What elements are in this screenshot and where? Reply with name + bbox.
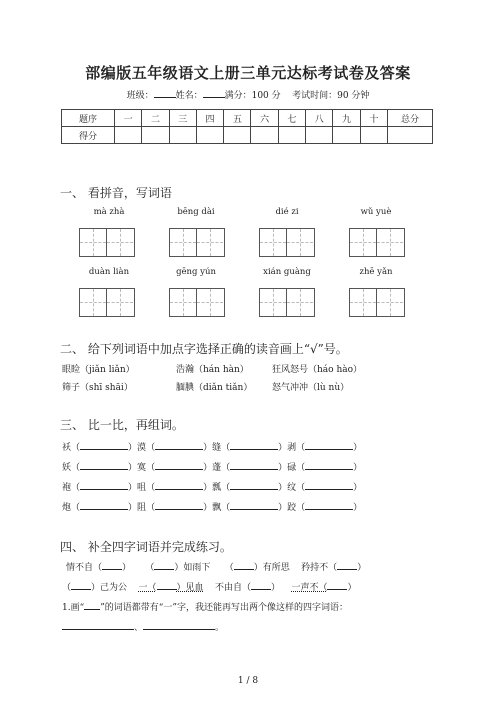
- reading-item[interactable]: 腼腆（diǎn tiǎn）: [176, 383, 253, 393]
- answer-blank[interactable]: [80, 440, 128, 450]
- header-cell: 六: [251, 110, 278, 127]
- idiom-text: 矜持不（: [301, 563, 338, 573]
- writing-grid[interactable]: [79, 288, 135, 317]
- idiom-text: ）: [122, 563, 132, 573]
- header-cell: 七: [278, 110, 305, 127]
- question-1: [62, 600, 348, 613]
- header-cell: 总分: [388, 110, 433, 127]
- idiom-blank[interactable]: [154, 560, 174, 570]
- reading-item[interactable]: 狂风怒号（háo hào）: [272, 365, 363, 375]
- class-blank: [154, 88, 176, 98]
- char: 袄: [62, 443, 72, 453]
- idiom-text: ）有所思: [253, 563, 290, 573]
- writing-grid[interactable]: [79, 228, 135, 257]
- idiom-text: （: [62, 583, 72, 593]
- idiom-text: ）: [357, 563, 367, 573]
- header-cell: 题序: [62, 110, 115, 127]
- answer-blank[interactable]: [230, 460, 278, 470]
- pinyin-label: mà zhà: [93, 207, 125, 217]
- answer-blank[interactable]: [230, 480, 278, 490]
- mark-sample: [84, 600, 100, 610]
- header-cell: 五: [224, 110, 251, 127]
- char: 纹: [287, 483, 297, 493]
- reading-item[interactable]: 眼睑（jiǎn liǎn）: [62, 365, 135, 375]
- idiom-text: 不由自（: [214, 583, 251, 593]
- answer-blank[interactable]: [80, 460, 128, 470]
- name-label: 姓名：: [175, 91, 203, 101]
- idiom-blank[interactable]: [337, 560, 357, 570]
- question-text: 1.画“: [62, 603, 85, 613]
- header-cell: 四: [196, 110, 223, 127]
- pinyin-label: bēng dài: [177, 207, 215, 217]
- period: 。: [215, 623, 225, 633]
- score-cell[interactable]: [169, 127, 196, 144]
- answer-blank[interactable]: [305, 480, 353, 490]
- answer-blank[interactable]: [305, 500, 353, 510]
- answer-blank[interactable]: [155, 480, 203, 490]
- writing-grid[interactable]: [259, 288, 315, 317]
- writing-grid[interactable]: [349, 228, 405, 257]
- answer-blank[interactable]: [80, 500, 128, 510]
- idiom-blank[interactable]: [71, 580, 91, 590]
- score-table-row: [62, 127, 433, 144]
- header-cell: 二: [142, 110, 169, 127]
- writing-grid[interactable]: [169, 288, 225, 317]
- idiom-text: ）: [270, 583, 280, 593]
- section1-heading: 一、 看拼音，写词语: [60, 186, 172, 200]
- answer-blank[interactable]: [155, 460, 203, 470]
- answer-blank[interactable]: [80, 480, 128, 490]
- idiom-text: 一声不（: [291, 583, 328, 593]
- idiom-row: [62, 580, 356, 593]
- section4-heading: 四、 补全四字词语并完成练习。: [60, 540, 232, 554]
- idiom-blank[interactable]: [251, 580, 271, 590]
- char: 咀: [137, 483, 147, 493]
- answer-blank[interactable]: [62, 620, 134, 630]
- char: 蓬: [212, 463, 222, 473]
- idiom-text: 一（: [138, 583, 157, 593]
- idiom-text: （: [145, 563, 155, 573]
- answer-blank[interactable]: [230, 440, 278, 450]
- pinyin-label: gēng yún: [176, 267, 216, 277]
- score-cell[interactable]: [360, 127, 387, 144]
- header-cell: 三: [169, 110, 196, 127]
- idiom-blank[interactable]: [102, 560, 122, 570]
- row-label: 得分: [62, 127, 115, 144]
- name-blank: [203, 88, 225, 98]
- pinyin-label: zhē yǎn: [359, 267, 393, 277]
- header-cell: 一: [115, 110, 142, 127]
- exam-time: 考试时间：90 分钟: [292, 91, 370, 101]
- score-cell[interactable]: [196, 127, 223, 144]
- score-cell[interactable]: [251, 127, 278, 144]
- full-score: 满分：100 分: [224, 91, 281, 101]
- answer-blank[interactable]: [143, 620, 215, 630]
- page-title: 部编版五年级语文上册三单元达标考试卷及答案: [85, 64, 411, 82]
- score-cell[interactable]: [333, 127, 360, 144]
- answer-blank[interactable]: [305, 460, 353, 470]
- compare-row: 袍（ ）咀（ ）瓢（ ）纹（ ）: [62, 480, 362, 493]
- idiom-text: ）如雨下: [174, 563, 211, 573]
- reading-item[interactable]: 浩瀚（hán hàn）: [176, 365, 249, 375]
- char: 跤: [287, 503, 297, 513]
- char: 阻: [137, 503, 147, 513]
- page-number: 1 / 8: [237, 676, 259, 686]
- char: 漠: [137, 443, 147, 453]
- idiom-blank[interactable]: [327, 580, 347, 590]
- writing-grid[interactable]: [259, 228, 315, 257]
- header-cell: 十: [360, 110, 387, 127]
- compare-row: 炮（ ）阻（ ）飘（ ）跤（ ）: [62, 500, 362, 513]
- pinyin-label: xián guàng: [263, 267, 311, 277]
- idiom-text: ）: [347, 583, 357, 593]
- score-cell[interactable]: [306, 127, 333, 144]
- score-cell[interactable]: [388, 127, 433, 144]
- answer-blank[interactable]: [230, 500, 278, 510]
- char: 瓢: [212, 483, 222, 493]
- char: 寞: [137, 463, 147, 473]
- char: 炮: [62, 503, 72, 513]
- section3-heading: 三、 比一比，再组词。: [60, 418, 184, 432]
- idiom-row: [66, 560, 366, 573]
- writing-grid[interactable]: [169, 228, 225, 257]
- reading-item[interactable]: 筛子（shī shāi）: [62, 383, 133, 393]
- section2-heading: 二、 给下列词语中加点字选择正确的读音画上“√”号。: [60, 342, 348, 356]
- reading-item[interactable]: 怒气冲冲（lù nù）: [272, 383, 350, 393]
- score-table-header: [62, 110, 433, 127]
- idiom-blank[interactable]: [157, 580, 177, 590]
- pinyin-label: wǔ yuè: [360, 207, 392, 217]
- writing-grid[interactable]: [349, 288, 405, 317]
- score-cell[interactable]: [142, 127, 169, 144]
- idiom-text: （: [224, 563, 234, 573]
- pinyin-label: duàn liàn: [88, 267, 130, 277]
- char: 妖: [62, 463, 72, 473]
- compare-row: 袄（ ）漠（ ）缝（ ）剥（ ）: [62, 440, 362, 453]
- question-text: ”的词语都带有“一”字，我还能再写出两个像这样的四字词语：: [100, 603, 349, 613]
- idiom-blank[interactable]: [234, 560, 254, 570]
- char: 碌: [287, 463, 297, 473]
- score-cell[interactable]: [115, 127, 142, 144]
- char: 袍: [62, 483, 72, 493]
- score-cell[interactable]: [224, 127, 251, 144]
- pinyin-label: dié zi: [275, 207, 299, 217]
- idiom-text: ）见血: [176, 583, 204, 593]
- score-cell[interactable]: [278, 127, 305, 144]
- separator: 、: [134, 623, 144, 633]
- compare-row: 妖（ ）寞（ ）蓬（ ）碌（ ）: [62, 460, 362, 473]
- answer-line: [62, 620, 224, 633]
- idiom-text: ）己为公: [91, 583, 128, 593]
- char: 缝: [212, 443, 222, 453]
- answer-blank[interactable]: [155, 440, 203, 450]
- exam-info: [0, 88, 496, 101]
- score-table: [61, 109, 433, 144]
- class-label: 班级：: [126, 91, 154, 101]
- answer-blank[interactable]: [155, 500, 203, 510]
- header-cell: 九: [333, 110, 360, 127]
- char: 剥: [287, 443, 297, 453]
- char: 飘: [212, 503, 222, 513]
- header-cell: 八: [306, 110, 333, 127]
- idiom-text: 情不自（: [66, 563, 103, 573]
- answer-blank[interactable]: [305, 440, 353, 450]
